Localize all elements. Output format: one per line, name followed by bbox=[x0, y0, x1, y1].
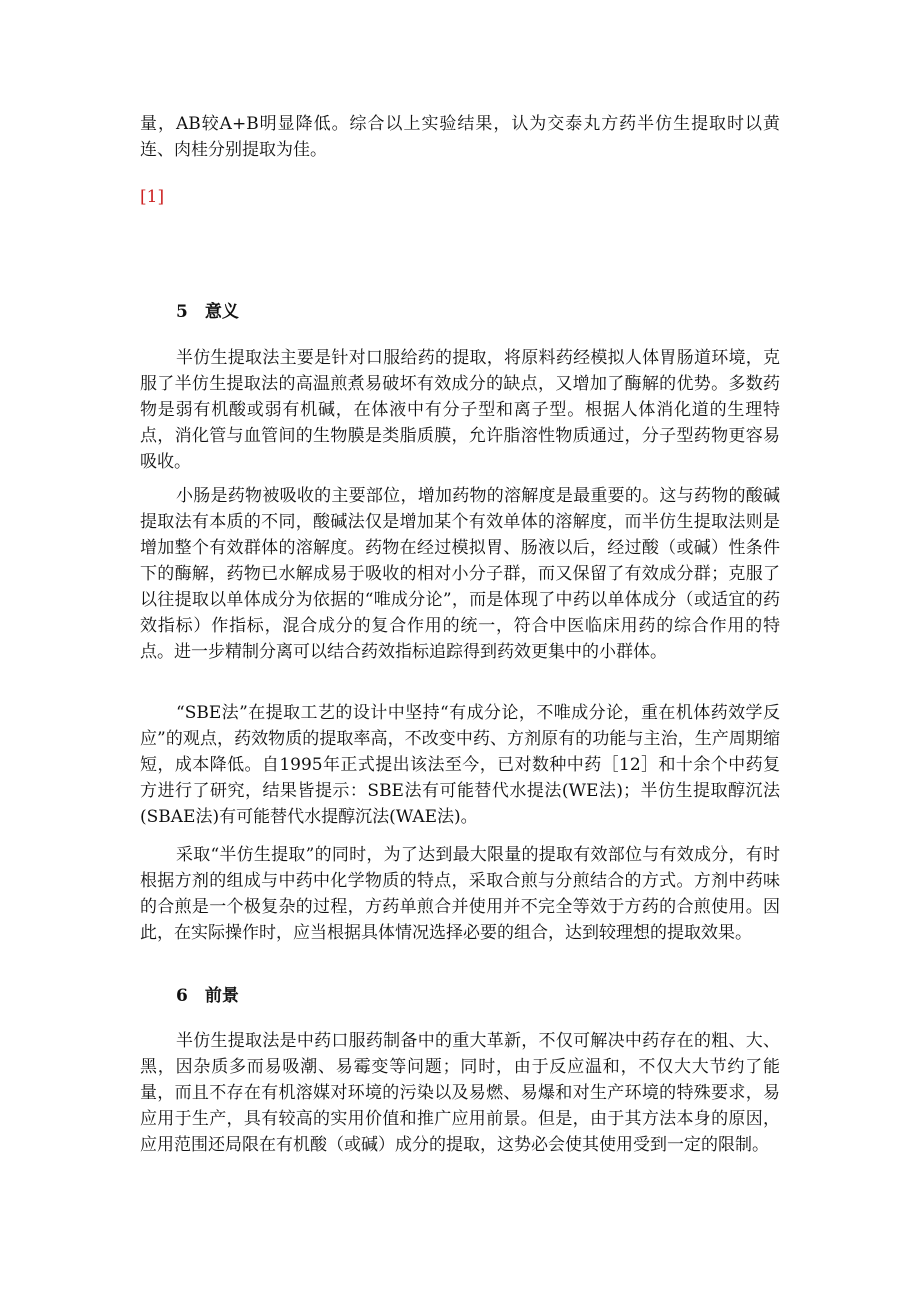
section-5-paragraph-3: “SBE法”在提取工艺的设计中坚持“有成分论，不唯成分论，重在机体药效学反应”的观点，药效物质的提取率高，不改变中药、方剂原有的功能与主治，生产周期缩短，成本降低。自1995年正式提出该法至今，已对数种中药［12］和十余个中药复方进行了研究，结果皆提示：SBE法有可能替代水提法(WE法)；半仿生提取醇沉法(SBAE法)有可能替代水提醇沉法(WAE法)。 bbox=[140, 703, 780, 827]
reference-link[interactable]: [1] bbox=[140, 187, 165, 207]
section-5-paragraph-4: 采取“半仿生提取”的同时，为了达到最大限量的提取有效部位与有效成分，有时根据方剂的组成与中药中化学物质的特点，采取合煎与分煎结合的方式。方剂中药味的合煎是一个极复杂的过程，方药单煎合并使用并不完全等效于方药的合煎使用。因此，在实际操作时，应当根据具体情况选择必要的组合，达到较理想的提取效果。 bbox=[140, 845, 780, 943]
section-5-paragraph-1: 半仿生提取法主要是针对口服给药的提取，将原料药经模拟人体胃肠道环境，克服了半仿生提取法的高温煎煮易破坏有效成分的缺点，又增加了酶解的优势。多数药物是弱有机酸或弱有机碱，在体液中有分子型和离子型。根据人体消化道的生理特点，消化管与血管间的生物膜是类脂质膜，允许脂溶性物质通过，分子型药物更容易吸收。 bbox=[140, 348, 780, 472]
section-6-heading: 6 前景 bbox=[176, 986, 239, 1006]
section-5-paragraph-2: 小肠是药物被吸收的主要部位，增加药物的溶解度是最重要的。这与药物的酸碱提取法有本质的不同，酸碱法仅是增加某个有效单体的溶解度，而半仿生提取法则是增加整个有效群体的溶解度。药物在经过模拟胃、肠液以后，经过酸（或碱）性条件下的酶解，药物已水解成易于吸收的相对小分子群，而又保留了有效成分群；克服了以往提取以单体成分为依据的“唯成分论”，而是体现了中药以单体成分（或适宜的药效指标）作指标，混合成分的复合作用的统一，符合中医临床用药的综合作用的特点。进一步精制分离可以结合药效指标追踪得到药效更集中的小群体。 bbox=[140, 486, 780, 662]
section-6-paragraph-1: 半仿生提取法是中药口服药制备中的重大革新，不仅可解决中药存在的粗、大、黑，因杂质多而易吸潮、易霉变等问题；同时，由于反应温和，不仅大大节约了能量，而且不存在有机溶媒对环境的污染以及易燃、易爆和对生产环境的特殊要求，易应用于生产，具有较高的实用价值和推广应用前景。但是，由于其方法本身的原因，应用范围还局限在有机酸（或碱）成分的提取，这势必会使其使用受到一定的限制。 bbox=[140, 1031, 780, 1155]
section-5-heading: 5 意义 bbox=[176, 302, 239, 322]
continuation-paragraph: 量，AB较A+B明显降低。综合以上实验结果，认为交泰丸方药半仿生提取时以黄连、肉桂分别提取为佳。 bbox=[140, 114, 780, 160]
